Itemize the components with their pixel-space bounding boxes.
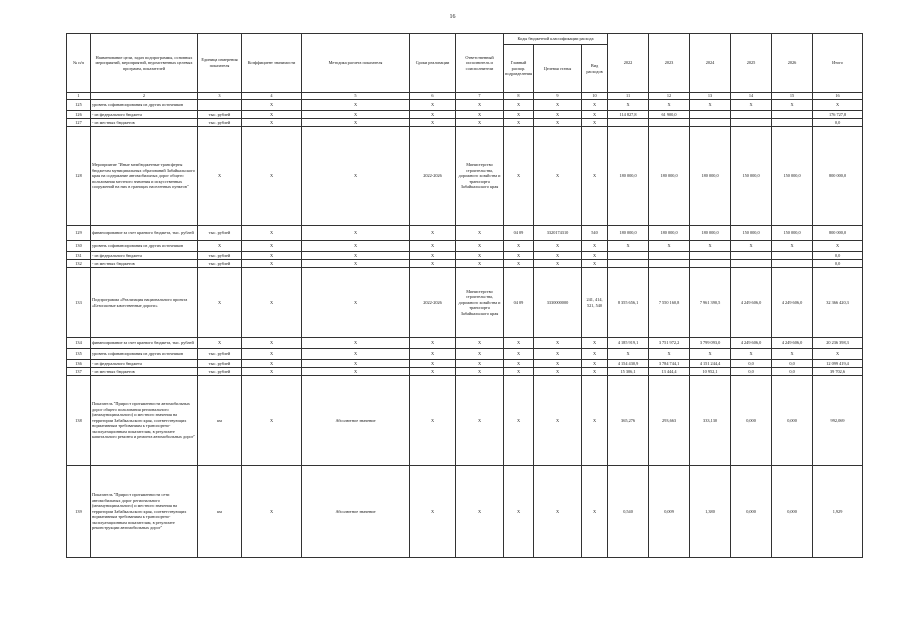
row-year-value: 365,276 — [608, 376, 649, 466]
row-unit: Х — [198, 127, 242, 226]
row-total: Х — [813, 349, 863, 360]
row-main-manager: Х — [504, 100, 534, 111]
row-number: 130 — [67, 241, 91, 252]
row-number: 126 — [67, 111, 91, 119]
row-main-manager: Х — [504, 252, 534, 260]
row-year-value: 0,0 — [772, 360, 813, 368]
row-expense-type: Х — [582, 241, 608, 252]
row-year-value: Х — [772, 241, 813, 252]
row-name: уровень софинансирования из других источников — [91, 100, 198, 111]
row-executor: Министерство строительства, дорожного хозяйства и транспорта Забайкальского края — [456, 268, 504, 338]
header-year: 2026 — [772, 34, 813, 93]
row-total: 992,069 — [813, 376, 863, 466]
table-header — [67, 34, 863, 93]
row-target-item: Х — [534, 119, 582, 127]
column-number: 16 — [813, 93, 863, 100]
row-expense-type: Х — [582, 376, 608, 466]
row-executor: Х — [456, 100, 504, 111]
column-number: 10 — [582, 93, 608, 100]
row-coefficient: Х — [242, 466, 302, 558]
table-row — [67, 252, 863, 260]
row-period: Х — [410, 252, 456, 260]
row-target-item: Х — [534, 127, 582, 226]
row-expense-type: Х — [582, 127, 608, 226]
row-year-value: Х — [731, 241, 772, 252]
row-period: Х — [410, 100, 456, 111]
row-executor: Х — [456, 226, 504, 241]
column-number: 3 — [198, 93, 242, 100]
column-number: 14 — [731, 93, 772, 100]
row-expense-type: Х — [582, 338, 608, 349]
column-number: 9 — [534, 93, 582, 100]
row-main-manager: Х — [504, 360, 534, 368]
row-period: Х — [410, 241, 456, 252]
header-coefficient: Коэффициент значимости — [242, 34, 302, 93]
row-period: Х — [410, 338, 456, 349]
header-expense-type: Вид расходов — [582, 45, 608, 93]
row-year-value: Х — [690, 100, 731, 111]
table-row — [67, 349, 863, 360]
row-target-item: Х — [534, 260, 582, 268]
row-expense-type: Х — [582, 100, 608, 111]
header-year: 2025 — [731, 34, 772, 93]
row-year-value: 0,0 — [772, 368, 813, 376]
header-period: Сроки реализации — [410, 34, 456, 93]
row-executor: Министерство строительства, дорожного хозяйства и транспорта Забайкальского края — [456, 127, 504, 226]
row-year-value: 4 249 606,0 — [731, 268, 772, 338]
row-year-value — [608, 260, 649, 268]
row-year-value: 333,130 — [690, 376, 731, 466]
row-main-manager: Х — [504, 127, 534, 226]
row-coefficient: Х — [242, 260, 302, 268]
row-year-value: 8 355 656,1 — [608, 268, 649, 338]
row-total: 12 099 419,4 — [813, 360, 863, 368]
header-unit: Единица измерения показателя — [198, 34, 242, 93]
row-year-value — [772, 111, 813, 119]
row-year-value: 150 000,0 — [772, 226, 813, 241]
row-year-value — [731, 111, 772, 119]
row-method: Х — [302, 119, 410, 127]
row-year-value: Х — [608, 349, 649, 360]
header-name: Наименование цели, задач подпрограммы, основных мероприятий, мероприятий, ведомственных целевых программ, показателей — [91, 34, 198, 93]
table-row — [67, 111, 863, 119]
row-total: 0,0 — [813, 252, 863, 260]
row-name: - из местных бюджетов — [91, 260, 198, 268]
row-expense-type: Х — [582, 260, 608, 268]
row-period: Х — [410, 349, 456, 360]
row-name: Подпрограмма «Реализация национального проекта «Безопасные качественные дороги» — [91, 268, 198, 338]
row-number: 132 — [67, 260, 91, 268]
row-method: Х — [302, 111, 410, 119]
row-name: - из федерального бюджета — [91, 360, 198, 368]
column-number: 4 — [242, 93, 302, 100]
row-expense-type: 241, 414, 521, 540 — [582, 268, 608, 338]
row-total: 800 000,0 — [813, 226, 863, 241]
row-unit: км — [198, 466, 242, 558]
row-name: финансирование за счет краевого бюджета, тыс. рублей — [91, 226, 198, 241]
table-row — [67, 127, 863, 226]
row-unit — [198, 100, 242, 111]
row-target-item: Х — [534, 100, 582, 111]
row-year-value: 13 444,4 — [649, 368, 690, 376]
header-main-manager: Главный распор. подразделения — [504, 45, 534, 93]
row-year-value: 4 249 606,0 — [731, 338, 772, 349]
row-unit: тыс. рублей — [198, 349, 242, 360]
row-target-item: Х — [534, 376, 582, 466]
row-year-value: Х — [649, 241, 690, 252]
row-year-value: 7 961 390,5 — [690, 268, 731, 338]
row-name: - из федерального бюджета — [91, 111, 198, 119]
row-main-manager: Х — [504, 111, 534, 119]
column-number: 11 — [608, 93, 649, 100]
row-year-value: 180 000,0 — [690, 226, 731, 241]
row-name: - из местных бюджетов — [91, 368, 198, 376]
row-total: 20 236 398,3 — [813, 338, 863, 349]
row-year-value: Х — [731, 349, 772, 360]
row-coefficient: Х — [242, 368, 302, 376]
column-number: 13 — [690, 93, 731, 100]
row-year-value: Х — [690, 349, 731, 360]
row-main-manager: 04 09 — [504, 226, 534, 241]
row-number: 136 — [67, 360, 91, 368]
column-number: 5 — [302, 93, 410, 100]
table-row — [67, 338, 863, 349]
table-row — [67, 268, 863, 338]
column-number: 6 — [410, 93, 456, 100]
header-year: 2024 — [690, 34, 731, 93]
row-year-value: 0,0 — [731, 368, 772, 376]
row-coefficient: Х — [242, 100, 302, 111]
row-year-value: 4 151 244,4 — [690, 360, 731, 368]
header-total: Итого — [813, 34, 863, 93]
row-year-value: Х — [772, 100, 813, 111]
row-year-value — [690, 111, 731, 119]
row-method: Х — [302, 226, 410, 241]
row-year-value: 180 000,0 — [649, 226, 690, 241]
table-row — [67, 360, 863, 368]
column-number: 1 — [67, 93, 91, 100]
row-method: Х — [302, 368, 410, 376]
row-expense-type: 540 — [582, 226, 608, 241]
row-total: Х — [813, 241, 863, 252]
row-main-manager: Х — [504, 466, 534, 558]
row-executor: Х — [456, 119, 504, 127]
row-year-value: 0,009 — [649, 466, 690, 558]
row-method: Абсолютное значение — [302, 376, 410, 466]
row-year-value: 3 799 093,0 — [690, 338, 731, 349]
row-period: Х — [410, 466, 456, 558]
row-unit: тыс. рублей — [198, 111, 242, 119]
row-executor: Х — [456, 349, 504, 360]
row-number: 137 — [67, 368, 91, 376]
row-unit: тыс. рублей — [198, 119, 242, 127]
row-executor: Х — [456, 252, 504, 260]
column-number: 12 — [649, 93, 690, 100]
row-coefficient: Х — [242, 268, 302, 338]
row-unit: тыс. рублей — [198, 368, 242, 376]
row-period: 2022-2026 — [410, 268, 456, 338]
column-number: 7 — [456, 93, 504, 100]
row-executor: Х — [456, 111, 504, 119]
table-row — [67, 466, 863, 558]
row-number: 134 — [67, 338, 91, 349]
row-total: 39 702,6 — [813, 368, 863, 376]
row-number: 139 — [67, 466, 91, 558]
row-year-value: 0,000 — [772, 376, 813, 466]
row-method: Х — [302, 360, 410, 368]
column-number: 15 — [772, 93, 813, 100]
table-row — [67, 260, 863, 268]
row-year-value: 4 249 606,0 — [772, 268, 813, 338]
row-expense-type: Х — [582, 466, 608, 558]
row-year-value — [608, 119, 649, 127]
row-target-item: 3320174310 — [534, 226, 582, 241]
column-number: 8 — [504, 93, 534, 100]
row-coefficient: Х — [242, 241, 302, 252]
row-period: Х — [410, 260, 456, 268]
row-name: Мероприятие "Иные межбюджетные трансферты бюджетам муниципальных образований Забайкальского края на содержание автомобильных дорог общего пользования местного значения и искусственных сооружений на них в границах населенных пунктов" — [91, 127, 198, 226]
row-year-value — [690, 260, 731, 268]
row-year-value: 0,000 — [772, 466, 813, 558]
row-expense-type: Х — [582, 368, 608, 376]
row-unit: тыс. рублей — [198, 226, 242, 241]
row-total: 0,0 — [813, 119, 863, 127]
row-year-value — [772, 252, 813, 260]
row-executor: Х — [456, 466, 504, 558]
row-number: 129 — [67, 226, 91, 241]
row-year-value: Х — [649, 349, 690, 360]
column-number: 2 — [91, 93, 198, 100]
row-method: Х — [302, 349, 410, 360]
row-name: - из местных бюджетов — [91, 119, 198, 127]
row-year-value: 10 952,1 — [690, 368, 731, 376]
row-unit: тыс. рублей — [198, 252, 242, 260]
row-year-value: 0,000 — [731, 376, 772, 466]
row-coefficient: Х — [242, 127, 302, 226]
row-year-value — [690, 119, 731, 127]
row-main-manager: Х — [504, 349, 534, 360]
row-executor: Х — [456, 376, 504, 466]
row-year-value: 180 000,0 — [690, 127, 731, 226]
row-target-item: Х — [534, 338, 582, 349]
header-executor: Ответственный исполнитель и соисполнители — [456, 34, 504, 93]
row-coefficient: Х — [242, 226, 302, 241]
row-main-manager: Х — [504, 338, 534, 349]
row-method: Х — [302, 241, 410, 252]
row-year-value: Х — [690, 241, 731, 252]
row-unit: Х — [198, 241, 242, 252]
row-period: Х — [410, 376, 456, 466]
row-year-value: 61 900,0 — [649, 111, 690, 119]
row-number: 135 — [67, 349, 91, 360]
row-main-manager: Х — [504, 368, 534, 376]
row-executor: Х — [456, 368, 504, 376]
row-method: Х — [302, 268, 410, 338]
row-total: 0,0 — [813, 260, 863, 268]
row-executor: Х — [456, 241, 504, 252]
row-number: 127 — [67, 119, 91, 127]
row-target-item: Х — [534, 466, 582, 558]
row-method: Х — [302, 127, 410, 226]
row-year-value: 3 784 744,1 — [649, 360, 690, 368]
header-method: Методика расчета показателя — [302, 34, 410, 93]
row-year-value — [608, 252, 649, 260]
budget-table — [66, 33, 863, 558]
table-row — [67, 226, 863, 241]
row-expense-type: Х — [582, 111, 608, 119]
row-unit: тыс. рублей — [198, 360, 242, 368]
row-year-value: 4 249 606,0 — [772, 338, 813, 349]
row-target-item: Х — [534, 349, 582, 360]
header-year: 2023 — [649, 34, 690, 93]
row-executor: Х — [456, 360, 504, 368]
header-target-item: Целевая статья — [534, 45, 582, 93]
row-main-manager: Х — [504, 119, 534, 127]
row-main-manager: Х — [504, 260, 534, 268]
row-period: 2022-2026 — [410, 127, 456, 226]
row-number: 138 — [67, 376, 91, 466]
row-expense-type: Х — [582, 349, 608, 360]
row-coefficient: Х — [242, 376, 302, 466]
row-method: Х — [302, 338, 410, 349]
row-unit: Х — [198, 268, 242, 338]
column-numbers-row — [67, 93, 863, 100]
row-expense-type: Х — [582, 119, 608, 127]
row-coefficient: Х — [242, 338, 302, 349]
table-body — [67, 93, 863, 558]
row-total: 176 727,8 — [813, 111, 863, 119]
row-year-value: Х — [649, 100, 690, 111]
row-year-value: Х — [772, 349, 813, 360]
row-year-value — [772, 260, 813, 268]
row-unit: Х — [198, 338, 242, 349]
row-year-value — [649, 260, 690, 268]
page-number: 16 — [449, 14, 456, 20]
row-year-value: Х — [731, 100, 772, 111]
row-coefficient: Х — [242, 349, 302, 360]
row-target-item: Х — [534, 252, 582, 260]
row-coefficient: Х — [242, 119, 302, 127]
row-year-value — [772, 119, 813, 127]
row-period: Х — [410, 111, 456, 119]
table-row — [67, 376, 863, 466]
row-method: Х — [302, 260, 410, 268]
row-coefficient: Х — [242, 252, 302, 260]
row-target-item: Х — [534, 360, 582, 368]
table-row — [67, 100, 863, 111]
row-expense-type: Х — [582, 360, 608, 368]
row-number: 128 — [67, 127, 91, 226]
row-executor: Х — [456, 260, 504, 268]
header-number: № п/п — [67, 34, 91, 93]
row-main-manager: Х — [504, 241, 534, 252]
row-name: финансирование за счет краевого бюджета, тыс. рублей — [91, 338, 198, 349]
row-main-manager: 04 09 — [504, 268, 534, 338]
row-year-value: Х — [608, 241, 649, 252]
row-year-value — [649, 119, 690, 127]
row-expense-type: Х — [582, 252, 608, 260]
row-year-value: 180 000,0 — [649, 127, 690, 226]
row-total: 800 000,0 — [813, 127, 863, 226]
table-row — [67, 119, 863, 127]
row-year-value — [649, 252, 690, 260]
row-total: 1,929 — [813, 466, 863, 558]
row-target-item: Х — [534, 241, 582, 252]
row-period: Х — [410, 226, 456, 241]
row-year-value: 114 827,8 — [608, 111, 649, 119]
row-year-value — [731, 119, 772, 127]
row-target-item: 3330000000 — [534, 268, 582, 338]
row-total: 32 366 420,3 — [813, 268, 863, 338]
row-year-value: 150 000,0 — [731, 127, 772, 226]
row-period: Х — [410, 368, 456, 376]
header-budget-codes: Коды бюджетной классификации расхода — [504, 34, 608, 45]
row-year-value: 150 000,0 — [772, 127, 813, 226]
row-period: Х — [410, 360, 456, 368]
row-year-value: 0,000 — [731, 466, 772, 558]
row-year-value: 3 751 972,2 — [649, 338, 690, 349]
row-year-value: 0,0 — [731, 360, 772, 368]
table-row — [67, 368, 863, 376]
row-year-value — [690, 252, 731, 260]
row-method: Абсолютное значение — [302, 466, 410, 558]
table-row — [67, 241, 863, 252]
row-name: Показатель "Прирост протяженности сети автомобильных дорог регионального (межмуниципального) и местного значения на территории Забайкальского края, соответствующих нормативным требованиям к транспортно-эксплуатационным показателям, в результате реконструкции автомобильных дорог" — [91, 466, 198, 558]
row-number: 133 — [67, 268, 91, 338]
row-number: 131 — [67, 252, 91, 260]
row-method: Х — [302, 252, 410, 260]
row-name: уровень софинансирования из других источников — [91, 241, 198, 252]
row-year-value: 293,663 — [649, 376, 690, 466]
row-year-value: 7 550 160,8 — [649, 268, 690, 338]
row-method: Х — [302, 100, 410, 111]
row-target-item: Х — [534, 368, 582, 376]
row-name: уровень софинансирования из других источников — [91, 349, 198, 360]
row-executor: Х — [456, 338, 504, 349]
row-year-value: 1,380 — [690, 466, 731, 558]
row-unit: км — [198, 376, 242, 466]
row-coefficient: Х — [242, 111, 302, 119]
row-target-item: Х — [534, 111, 582, 119]
row-year-value — [731, 252, 772, 260]
row-year-value: 180 000,0 — [608, 226, 649, 241]
row-number: 125 — [67, 100, 91, 111]
row-main-manager: Х — [504, 376, 534, 466]
row-coefficient: Х — [242, 360, 302, 368]
row-year-value: 15 306,1 — [608, 368, 649, 376]
row-year-value: 4 185 919,1 — [608, 338, 649, 349]
row-year-value: 180 000,0 — [608, 127, 649, 226]
row-year-value: Х — [608, 100, 649, 111]
row-year-value — [731, 260, 772, 268]
header-year: 2022 — [608, 34, 649, 93]
row-total: Х — [813, 100, 863, 111]
row-name: - из федерального бюджета — [91, 252, 198, 260]
row-unit: тыс. рублей — [198, 260, 242, 268]
row-year-value: 4 154 430,9 — [608, 360, 649, 368]
row-period: Х — [410, 119, 456, 127]
row-year-value: 150 000,0 — [731, 226, 772, 241]
row-year-value: 0,540 — [608, 466, 649, 558]
row-name: Показатель "Прирост протяженности автомобильных дорог общего пользования регионального (межмуниципального) и местного значения на территории Забайкальского края, соответствующих нормативным требованиям к транспортно-эксплуатационным показателям, в результате капитального ремонта и ремонта автомобильных дорог" — [91, 376, 198, 466]
